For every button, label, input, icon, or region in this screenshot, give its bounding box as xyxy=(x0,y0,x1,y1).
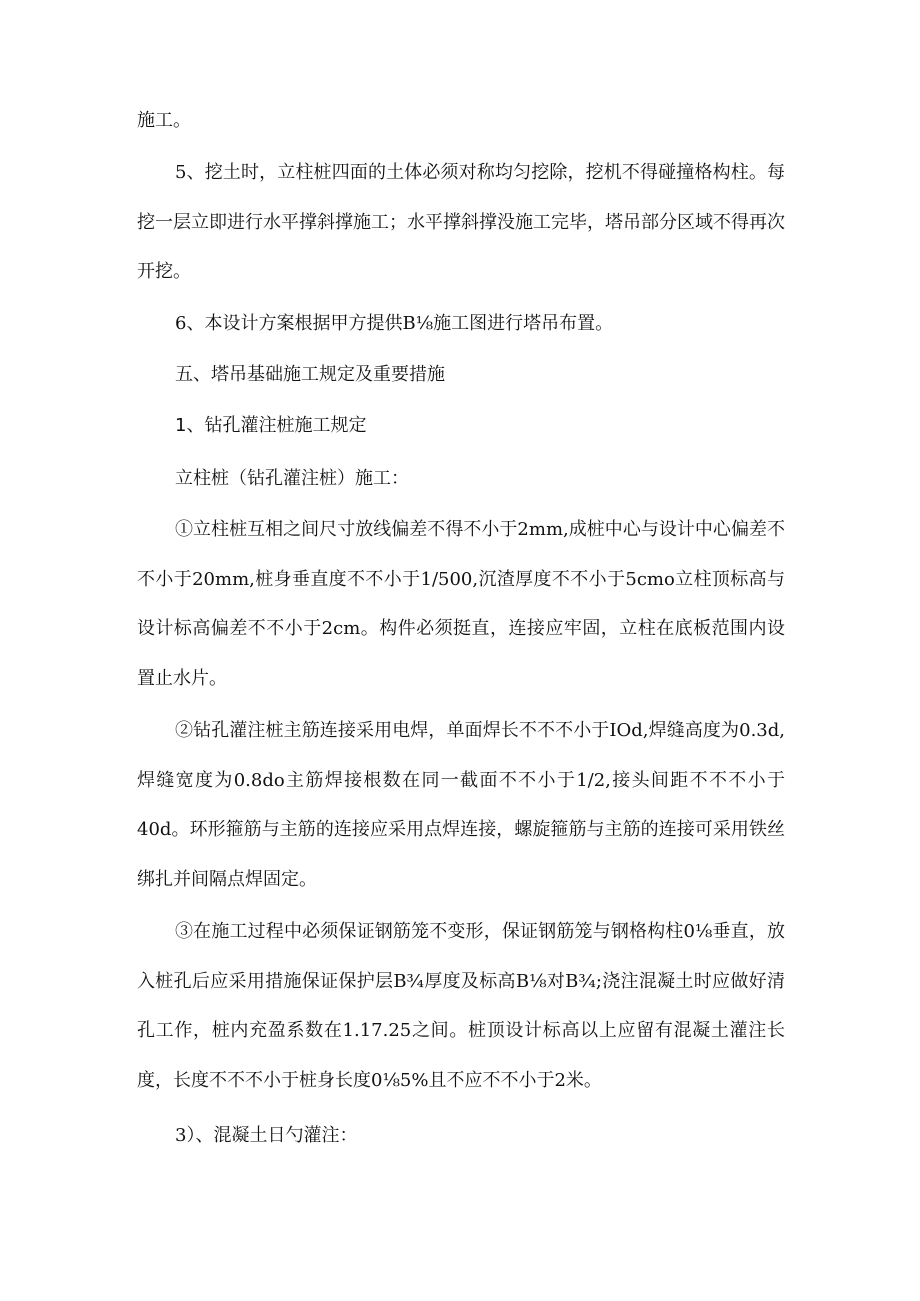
paragraph-subitem-3: 3）、混凝土日勺灌注： xyxy=(175,1125,358,1146)
paragraph-item-5: 5、挖土时，立柱桩四面的土体必须对称均匀挖除，挖机不得碰撞格构柱。每挖一层立即进行水平撑斜撑施工；水平撑斜撑没施工完毕，塔吊部分区域不得再次开挖。 xyxy=(137,162,785,282)
section-heading: 五、塔吊基础施工规定及重要措施 xyxy=(175,364,445,385)
paragraph-item-6: 6、本设计方案根据甲方提供B⅛施工图进行塔吊布置。 xyxy=(175,313,614,334)
paragraph-point-3: ③在施工过程中必须保证钢筋笼不变形，保证钢筋笼与钢格构柱0⅛垂直，放入桩孔后应采用措施保证保护层B¾厚度及标高B⅛对B¾;浇注混凝土时应做好清孔工作，桩内充盈系数在1.17.25之间。桩顶设计标高以上应留有混凝土灌注长度，长度不不不小于桩身长度0⅛5%且不应不不小于2米。 xyxy=(137,921,785,1091)
paragraph-point-2: ②钻孔灌注桩主筋连接采用电焊，单面焊长不不不小于IOd,焊缝高度为0.3d,焊缝宽度为0.8do主筋焊接根数在同一截面不不小于1/2,接头间距不不不小于40d。环形箍筋与主筋的连接应采用点焊连接，螺旋箍筋与主筋的连接可采用铁丝绑扎并间隔点焊固定。 xyxy=(137,720,785,890)
paragraph-continuation: 施工。 xyxy=(137,110,191,131)
paragraph-intro: 立柱桩（钻孔灌注桩）施工： xyxy=(175,468,409,489)
paragraph-point-1: ①立柱桩互相之间尺寸放线偏差不得不小于2mm,成桩中心与设计中心偏差不不小于20mm,桩身垂直度不不小于1/500,沉渣厚度不不小于5cmo立柱顶标高与设计标高偏差不不小于2cm。构件必须挺直，连接应牢固，立柱在底板范围内设置止水片。 xyxy=(137,519,785,689)
subsection-heading: 1、钻孔灌注桩施工规定 xyxy=(175,415,367,436)
